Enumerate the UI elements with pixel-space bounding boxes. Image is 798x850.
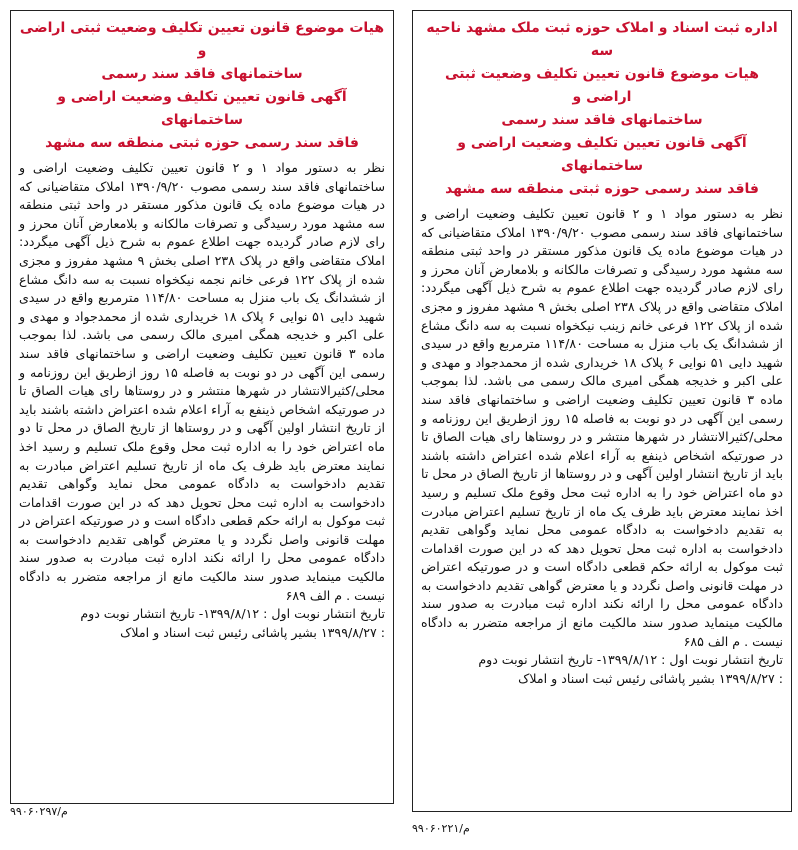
notice-body-text: نظر به دستور مواد ۱ و ۲ قانون تعیین تکلیف وضعیت اراضی و ساختمانهای فاقد سند رسمی مصوب ۱۳۹۰/۹/۲۰ املاک متقاضیانی که در هیات موضوع ماده یک قانون مذکور مستقر در واحد ثبتی منطقه سه مشهد مورد رسیدگی و تصرفات مالکانه و بلامعارض آنان محرز و رای لازم صادر گردیده جهت اطلاع عموم به شرح ذیل آگهی میگردد: املاک متقاضی واقع در پلاک ۲۳۸ اصلی بخش ۹ مشهد مفروز و مجزی شده از پلاک ۱۲۲ فرعی خانم زینب نیکخواه نسبت به سه دانگ مشاع از ششدانگ یک باب منزل به مساحت ۱۱۴/۸۰ مترمربع واقع در سیدی شهید دایی ۵۱ نوایی ۶ پلاک ۱۸ خریداری شده از محمدجواد و مهدی و علی اکبر و خدیجه همگی امیری مالک رسمی می باشد. لذا بموجب ماده ۳ قانون تعیین تکلیف وضعیت اراضی و ساختمانهای فاقد سند رسمی این آگهی در دو نوبت به فاصله ۱۵ روز ازطریق این روزنامه و محلی/کثیرالانتشار در شهرها منتشر و در روستاها رای هیات الصاق تا در صورتیکه اشخاص ذینفع به آراء اعلام شده اعتراض داشته باشند باید از تاریخ انتشار اولین آگهی و در روستاها از تاریخ الصاق در محل تا دو ماه اعتراض خود را به اداره ثبت محل وقوع ملک تسلیم و رسید اخذ نمایند معترض باید ظرف یک ماه از تاریخ تسلیم اعتراض مبادرت به تقدیم دادخواست به دادگاه عمومی محل نماید وگواهی تقدیم دادخواست به اداره ثبت محل تحویل دهد که در این صورت اقدامات ثبت موکول به ارائه حکم قطعی دادگاه است و در صورتیکه اعتراض در مهلت قانونی واصل نگردد و یا معترض گواهی تقدیم دادخواست به دادگاه عمومی محل را ارائه نکند اداره ثبت مبادرت به صدور سند مالکیت مینماید صدور سند مالکیت مانع از مراجعه متضرر به دادگاه نیست . م الف ۶۸۵	[421, 206, 784, 649]
notice-body-text: نظر به دستور مواد ۱ و ۲ قانون تعیین تکلیف وضعیت اراضی و ساختمانهای فاقد سند رسمی مصوب ۱۳۹۰/۹/۲۰ املاک متقاضیانی که در هیات موضوع ماده یک قانون مذکور مستقر در واحد ثبتی منطقه سه مشهد مورد رسیدگی و تصرفات مالکانه و بلامعارض آنان محرز و رای لازم صادر گردیده جهت اطلاع عموم به شرح ذیل آگهی میگردد: املاک متقاضی واقع در پلاک ۲۳۸ اصلی بخش ۹ مشهد مفروز و مجزی شده از پلاک ۱۲۲ فرعی خانم نجمه نیکخواه نسبت به سه دانگ مشاع از ششدانگ یک باب منزل به مساحت ۱۱۴/۸۰ مترمربع واقع در سیدی شهید دایی ۵۱ نوایی ۶ پلاک ۱۸ خریداری شده از محمدجواد و مهدی و علی اکبر و خدیجه همگی امیری مالک رسمی می باشد. لذا بموجب ماده ۳ قانون تعیین تکلیف وضعیت اراضی و ساختمانهای فاقد سند رسمی این آگهی در دو نوبت به فاصله ۱۵ روز ازطریق این روزنامه و محلی/کثیرالانتشار در شهرها منتشر و در روستاها رای هیات الصاق تا در صورتیکه اشخاص ذینفع به آراء اعلام شده اعتراض داشته باشند باید از تاریخ انتشار اولین آگهی و در روستاها از تاریخ الصاق در محل تا دو ماه اعتراض خود را به اداره ثبت محل وقوع ملک تسلیم و رسید اخذ نمایند معترض باید ظرف یک ماه از تاریخ تسلیم اعتراض مبادرت به تقدیم دادخواست به دادگاه عمومی محل نماید وگواهی تقدیم دادخواست به اداره ثبت محل تحویل دهد که در این صورت اقدامات ثبت موکول به ارائه حکم قطعی دادگاه است و در صورتیکه اعتراض در مهلت قانونی واصل نگردد و یا معترض گواهی تقدیم دادخواست به دادگاه عمومی محل را ارائه نکند اداره ثبت مبادرت به صدور سند مالکیت مینماید صدور سند مالکیت مانع از مراجعه متضرر به دادگاه نیست . م الف ۶۸۹	[19, 160, 386, 603]
footer-line: : ۱۳۹۹/۸/۲۷ بشیر پاشائی رئیس ثبت اسناد و املاک	[518, 670, 783, 686]
footer-line: تاریخ انتشار نوبت اول : ۱۳۹۹/۸/۱۲- تاریخ انتشار نوبت دوم	[478, 652, 783, 668]
notice-body	[19, 159, 385, 605]
notice-heading	[19, 17, 385, 155]
heading-line: ساختمانهای فاقد سند رسمی	[101, 66, 303, 82]
notice-code: م/۹۹۰۶۰۲۲۱	[412, 822, 470, 835]
heading-line: آگهی قانون تعیین تکلیف وضعیت اراضی و ساختمانهای	[57, 89, 347, 128]
notice-footer	[19, 605, 385, 642]
heading-line: اداره ثبت اسناد و املاک حوزه ثبت ملک مشهد ناحیه سه	[426, 20, 778, 59]
notice-code: م/۹۹۰۶۰۲۹۷	[10, 805, 68, 818]
footer-line: : ۱۳۹۹/۸/۲۷ بشیر پاشائی رئیس ثبت اسناد و املاک	[120, 624, 385, 640]
notice-body	[421, 205, 783, 651]
heading-line: هیات موضوع قانون تعیین تکلیف وضعیت ثبتی اراضی و	[19, 20, 385, 59]
heading-line: فاقد سند رسمی حوزه ثبتی منطقه سه مشهد	[45, 135, 359, 151]
footer-line: تاریخ انتشار نوبت اول : ۱۳۹۹/۸/۱۲- تاریخ انتشار نوبت دوم	[80, 606, 385, 622]
notice-right	[412, 10, 792, 812]
heading-line: ساختمانهای فاقد سند رسمی	[501, 112, 703, 128]
heading-line: فاقد سند رسمی حوزه ثبتی منطقه سه مشهد	[445, 181, 759, 197]
notice-left	[10, 10, 394, 804]
notice-footer	[421, 651, 783, 688]
heading-line: هیات موضوع قانون تعیین تکلیف وضعیت ثبتی اراضی و	[445, 66, 759, 105]
notice-heading	[421, 17, 783, 201]
heading-line: آگهی قانون تعیین تکلیف وضعیت اراضی و ساختمانهای	[457, 135, 747, 174]
